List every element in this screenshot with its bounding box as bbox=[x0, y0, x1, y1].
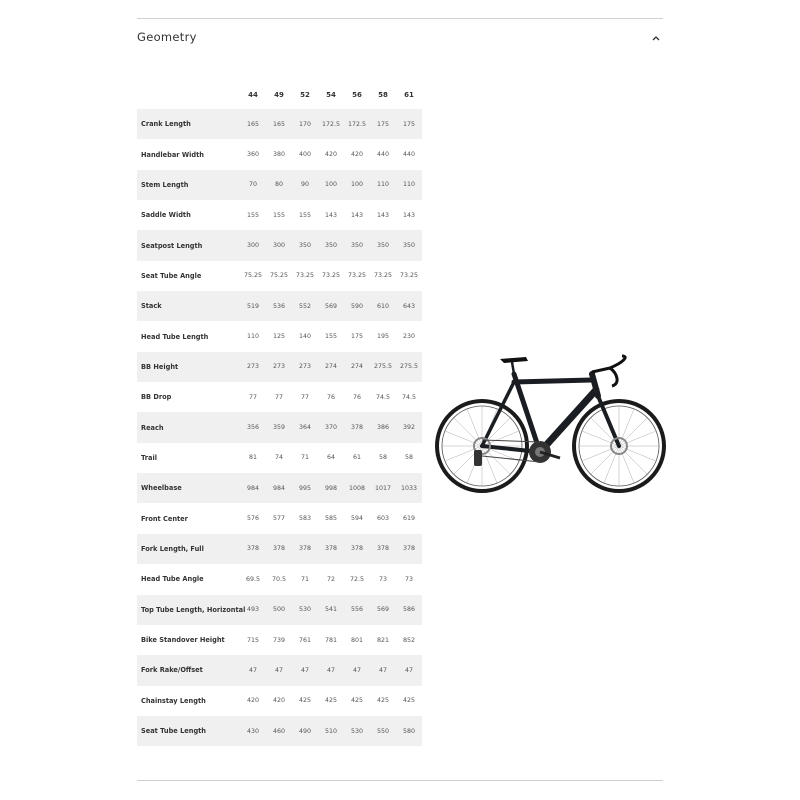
table-cell: 273 bbox=[240, 352, 266, 382]
table-cell: 364 bbox=[292, 412, 318, 442]
geometry-table bbox=[137, 80, 422, 746]
table-cell: 70 bbox=[240, 170, 266, 200]
table-cell: 73.25 bbox=[344, 261, 370, 291]
geometry-table-body bbox=[137, 109, 422, 746]
table-cell: 77 bbox=[266, 382, 292, 412]
size-header-row bbox=[137, 80, 422, 109]
table-cell: 90 bbox=[292, 170, 318, 200]
table-cell: 58 bbox=[396, 443, 422, 473]
table-cell: 984 bbox=[266, 473, 292, 503]
table-cell: 536 bbox=[266, 291, 292, 321]
table-cell: 420 bbox=[344, 139, 370, 169]
table-cell: 378 bbox=[318, 534, 344, 564]
table-cell: 100 bbox=[318, 170, 344, 200]
table-cell: 781 bbox=[318, 625, 344, 655]
table-cell: 378 bbox=[370, 534, 396, 564]
table-cell: 380 bbox=[266, 139, 292, 169]
row-label: Chainstay Length bbox=[137, 686, 240, 716]
table-row bbox=[137, 564, 422, 594]
table-cell: 350 bbox=[292, 230, 318, 260]
table-cell: 75.25 bbox=[240, 261, 266, 291]
table-cell: 420 bbox=[266, 686, 292, 716]
table-cell: 275.5 bbox=[396, 352, 422, 382]
table-cell: 165 bbox=[240, 109, 266, 139]
table-cell: 500 bbox=[266, 595, 292, 625]
table-cell: 165 bbox=[266, 109, 292, 139]
table-cell: 998 bbox=[318, 473, 344, 503]
table-row bbox=[137, 230, 422, 260]
table-cell: 801 bbox=[344, 625, 370, 655]
table-cell: 852 bbox=[396, 625, 422, 655]
table-cell: 73.25 bbox=[318, 261, 344, 291]
table-row bbox=[137, 473, 422, 503]
table-cell: 430 bbox=[240, 716, 266, 746]
table-cell: 155 bbox=[240, 200, 266, 230]
table-cell: 47 bbox=[266, 655, 292, 685]
row-label: Fork Length, Full bbox=[137, 534, 240, 564]
table-cell: 350 bbox=[318, 230, 344, 260]
table-cell: 58 bbox=[370, 443, 396, 473]
table-cell: 75.25 bbox=[266, 261, 292, 291]
row-label: Top Tube Length, Horizontal bbox=[137, 595, 240, 625]
table-cell: 74.5 bbox=[370, 382, 396, 412]
table-cell: 125 bbox=[266, 321, 292, 351]
table-cell: 420 bbox=[318, 139, 344, 169]
table-row bbox=[137, 503, 422, 533]
table-cell: 378 bbox=[240, 534, 266, 564]
table-cell: 47 bbox=[292, 655, 318, 685]
table-row bbox=[137, 261, 422, 291]
table-cell: 493 bbox=[240, 595, 266, 625]
table-cell: 378 bbox=[344, 534, 370, 564]
table-cell: 100 bbox=[344, 170, 370, 200]
table-cell: 577 bbox=[266, 503, 292, 533]
table-cell: 47 bbox=[344, 655, 370, 685]
row-label: Stem Length bbox=[137, 170, 240, 200]
table-cell: 73 bbox=[396, 564, 422, 594]
row-label: Stack bbox=[137, 291, 240, 321]
table-cell: 80 bbox=[266, 170, 292, 200]
table-row bbox=[137, 291, 422, 321]
table-cell: 81 bbox=[240, 443, 266, 473]
table-cell: 510 bbox=[318, 716, 344, 746]
table-cell: 583 bbox=[292, 503, 318, 533]
table-cell: 143 bbox=[344, 200, 370, 230]
table-cell: 576 bbox=[240, 503, 266, 533]
size-header-44: 44 bbox=[248, 90, 258, 99]
table-cell: 356 bbox=[240, 412, 266, 442]
table-cell: 74 bbox=[266, 443, 292, 473]
size-header-56: 56 bbox=[352, 90, 362, 99]
table-cell: 1017 bbox=[370, 473, 396, 503]
row-label: Fork Rake/Offset bbox=[137, 655, 240, 685]
table-cell: 425 bbox=[370, 686, 396, 716]
table-cell: 350 bbox=[344, 230, 370, 260]
table-cell: 519 bbox=[240, 291, 266, 321]
section-top-divider bbox=[137, 18, 663, 19]
table-cell: 172.5 bbox=[318, 109, 344, 139]
table-cell: 300 bbox=[240, 230, 266, 260]
row-label: Head Tube Length bbox=[137, 321, 240, 351]
row-label: Seat Tube Angle bbox=[137, 261, 240, 291]
row-label: Seat Tube Length bbox=[137, 716, 240, 746]
section-title: Geometry bbox=[137, 30, 197, 44]
table-cell: 175 bbox=[370, 109, 396, 139]
table-cell: 274 bbox=[344, 352, 370, 382]
table-cell: 378 bbox=[266, 534, 292, 564]
table-row bbox=[137, 321, 422, 351]
table-cell: 155 bbox=[292, 200, 318, 230]
size-header-58: 58 bbox=[378, 90, 388, 99]
table-cell: 603 bbox=[370, 503, 396, 533]
row-label: Bike Standover Height bbox=[137, 625, 240, 655]
table-cell: 585 bbox=[318, 503, 344, 533]
table-cell: 569 bbox=[370, 595, 396, 625]
size-header-52: 52 bbox=[300, 90, 310, 99]
table-cell: 143 bbox=[396, 200, 422, 230]
table-cell: 619 bbox=[396, 503, 422, 533]
table-cell: 175 bbox=[396, 109, 422, 139]
table-cell: 1033 bbox=[396, 473, 422, 503]
table-cell: 76 bbox=[318, 382, 344, 412]
table-cell: 594 bbox=[344, 503, 370, 533]
size-header-61: 61 bbox=[404, 90, 414, 99]
row-label: Reach bbox=[137, 412, 240, 442]
table-cell: 739 bbox=[266, 625, 292, 655]
table-cell: 155 bbox=[266, 200, 292, 230]
table-cell: 556 bbox=[344, 595, 370, 625]
table-row bbox=[137, 412, 422, 442]
table-cell: 47 bbox=[240, 655, 266, 685]
row-label: Trail bbox=[137, 443, 240, 473]
table-cell: 350 bbox=[396, 230, 422, 260]
table-cell: 73.25 bbox=[292, 261, 318, 291]
table-row bbox=[137, 200, 422, 230]
table-cell: 175 bbox=[344, 321, 370, 351]
table-cell: 378 bbox=[396, 534, 422, 564]
table-cell: 761 bbox=[292, 625, 318, 655]
table-cell: 821 bbox=[370, 625, 396, 655]
table-row bbox=[137, 655, 422, 685]
row-label: BB Drop bbox=[137, 382, 240, 412]
table-cell: 77 bbox=[240, 382, 266, 412]
table-cell: 984 bbox=[240, 473, 266, 503]
table-cell: 425 bbox=[396, 686, 422, 716]
table-cell: 143 bbox=[370, 200, 396, 230]
table-cell: 47 bbox=[396, 655, 422, 685]
table-cell: 643 bbox=[396, 291, 422, 321]
row-label: Crank Length bbox=[137, 109, 240, 139]
table-cell: 610 bbox=[370, 291, 396, 321]
table-cell: 155 bbox=[318, 321, 344, 351]
table-cell: 541 bbox=[318, 595, 344, 625]
row-label: Wheelbase bbox=[137, 473, 240, 503]
table-cell: 170 bbox=[292, 109, 318, 139]
table-row bbox=[137, 534, 422, 564]
table-row bbox=[137, 443, 422, 473]
table-cell: 425 bbox=[292, 686, 318, 716]
table-cell: 71 bbox=[292, 564, 318, 594]
table-cell: 392 bbox=[396, 412, 422, 442]
table-cell: 590 bbox=[344, 291, 370, 321]
table-cell: 378 bbox=[344, 412, 370, 442]
table-cell: 440 bbox=[396, 139, 422, 169]
table-cell: 530 bbox=[292, 595, 318, 625]
row-label: Head Tube Angle bbox=[137, 564, 240, 594]
table-cell: 72.5 bbox=[344, 564, 370, 594]
table-row bbox=[137, 382, 422, 412]
table-cell: 359 bbox=[266, 412, 292, 442]
table-cell: 995 bbox=[292, 473, 318, 503]
table-cell: 143 bbox=[318, 200, 344, 230]
table-cell: 378 bbox=[292, 534, 318, 564]
table-cell: 420 bbox=[240, 686, 266, 716]
table-cell: 715 bbox=[240, 625, 266, 655]
chevron-up-icon[interactable] bbox=[649, 28, 663, 44]
table-cell: 74.5 bbox=[396, 382, 422, 412]
table-cell: 440 bbox=[370, 139, 396, 169]
table-cell: 110 bbox=[370, 170, 396, 200]
table-cell: 425 bbox=[344, 686, 370, 716]
row-label: Saddle Width bbox=[137, 200, 240, 230]
table-cell: 425 bbox=[318, 686, 344, 716]
table-cell: 273 bbox=[292, 352, 318, 382]
table-cell: 195 bbox=[370, 321, 396, 351]
table-cell: 61 bbox=[344, 443, 370, 473]
table-cell: 460 bbox=[266, 716, 292, 746]
table-cell: 76 bbox=[344, 382, 370, 412]
size-header-54: 54 bbox=[326, 90, 336, 99]
table-cell: 77 bbox=[292, 382, 318, 412]
row-label: Seatpost Length bbox=[137, 230, 240, 260]
table-cell: 72 bbox=[318, 564, 344, 594]
table-cell: 569 bbox=[318, 291, 344, 321]
table-cell: 275.5 bbox=[370, 352, 396, 382]
road-bike-image bbox=[434, 352, 666, 498]
table-cell: 230 bbox=[396, 321, 422, 351]
table-cell: 47 bbox=[318, 655, 344, 685]
table-cell: 300 bbox=[266, 230, 292, 260]
row-label: Handlebar Width bbox=[137, 139, 240, 169]
table-cell: 71 bbox=[292, 443, 318, 473]
table-cell: 69.5 bbox=[240, 564, 266, 594]
table-row bbox=[137, 109, 422, 139]
table-cell: 370 bbox=[318, 412, 344, 442]
table-cell: 273 bbox=[266, 352, 292, 382]
table-cell: 350 bbox=[370, 230, 396, 260]
table-cell: 64 bbox=[318, 443, 344, 473]
table-cell: 110 bbox=[396, 170, 422, 200]
table-cell: 360 bbox=[240, 139, 266, 169]
table-cell: 73.25 bbox=[370, 261, 396, 291]
table-cell: 580 bbox=[396, 716, 422, 746]
table-row bbox=[137, 716, 422, 746]
table-row bbox=[137, 352, 422, 382]
table-cell: 552 bbox=[292, 291, 318, 321]
table-row bbox=[137, 139, 422, 169]
table-cell: 70.5 bbox=[266, 564, 292, 594]
table-cell: 386 bbox=[370, 412, 396, 442]
table-cell: 73 bbox=[370, 564, 396, 594]
size-header-49: 49 bbox=[274, 90, 284, 99]
table-cell: 1008 bbox=[344, 473, 370, 503]
table-cell: 47 bbox=[370, 655, 396, 685]
table-row bbox=[137, 625, 422, 655]
table-cell: 530 bbox=[344, 716, 370, 746]
table-cell: 172.5 bbox=[344, 109, 370, 139]
table-row bbox=[137, 595, 422, 625]
table-cell: 140 bbox=[292, 321, 318, 351]
table-row bbox=[137, 170, 422, 200]
header-corner bbox=[137, 80, 240, 109]
table-cell: 490 bbox=[292, 716, 318, 746]
table-row bbox=[137, 686, 422, 716]
table-cell: 586 bbox=[396, 595, 422, 625]
geometry-section-header[interactable] bbox=[137, 28, 663, 50]
section-bottom-divider bbox=[137, 780, 663, 781]
table-cell: 550 bbox=[370, 716, 396, 746]
table-cell: 274 bbox=[318, 352, 344, 382]
table-cell: 110 bbox=[240, 321, 266, 351]
row-label: Front Center bbox=[137, 503, 240, 533]
table-cell: 73.25 bbox=[396, 261, 422, 291]
row-label: BB Height bbox=[137, 352, 240, 382]
table-cell: 400 bbox=[292, 139, 318, 169]
